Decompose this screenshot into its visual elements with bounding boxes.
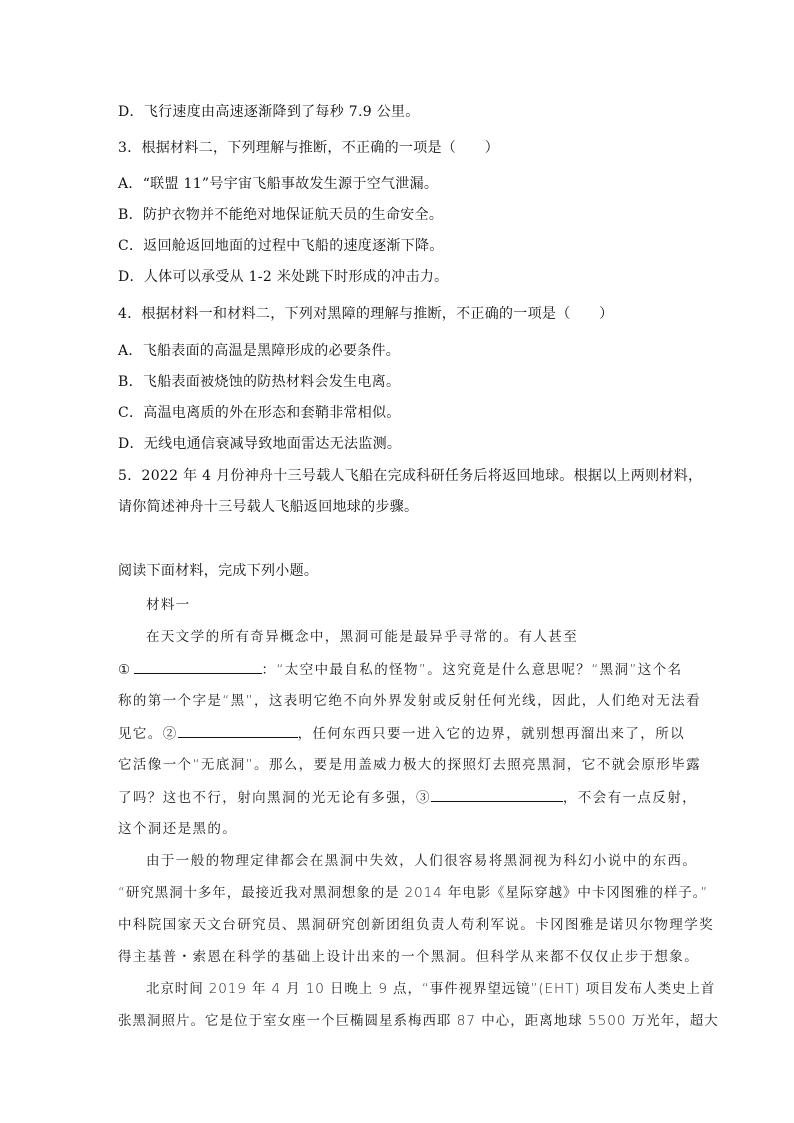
material-heading: 材料一 [146, 597, 191, 613]
material-p2-line-3: 中科院国家天文台研究员、黑洞研究创新团组负责人苟利军说。卡冈图雅是诺贝尔物理学奖 [118, 917, 714, 933]
q4-option-c: C．高温电离质的外在形态和套鞘非常相似。 [118, 405, 401, 421]
material-p1-line-6 [118, 787, 697, 808]
q3-stem: 3．根据材料二，下列理解与推断，不正确的一项是（ ） [118, 140, 500, 156]
material-p1-line-4-pre: 见它。② [118, 726, 178, 742]
q5-line-2: 请你简述神舟十三号载人飞船返回地球的步骤。 [118, 499, 419, 515]
fill-blank-1[interactable] [134, 659, 262, 674]
material-p2-line-1: 由于一般的物理定律都会在黑洞中失效，人们很容易将黑洞视为科幻小说中的东西。 [146, 853, 698, 869]
q3-option-c: C．返回舱返回地面的过程中飞船的速度逐渐下降。 [118, 238, 444, 254]
material-p2-line-2: “研究黑洞十多年，最接近我对黑洞想象的是 2014 年电影《星际穿越》中卡冈图雅的样子。” [118, 885, 709, 901]
material-p1-line-4 [118, 723, 685, 744]
material-p1-line-6-post: ，不会有一点反射， [562, 790, 698, 806]
material-p1-line-1: 在天文学的所有奇异概念中，黑洞可能是最异乎寻常的。有人甚至 [146, 629, 579, 645]
material-p1-line-4-post: ，任何东西只要一进入它的边界，就别想再溜出来了，所以 [297, 726, 686, 742]
material-p2-line-4: 得主基普・索恩在科学的基础上设计出来的一个黑洞。但科学从来都不仅仅止步于想象。 [118, 949, 700, 965]
blank-marker-1: ① [118, 662, 132, 678]
material-p3-line-2: 张黑洞照片。它是位于室女座一个巨椭圆星系梅西耶 87 中心，距离地球 5500 万光年，超大 [118, 1013, 719, 1029]
q4-option-b: B．飞船表面被烧蚀的防热材料会发生电离。 [118, 374, 401, 390]
material-p3-line-1: 北京时间 2019 年 4 月 10 日晚上 9 点，“事件视界望远镜”(EHT) 项目发布人类史上首 [146, 981, 716, 997]
material-p1-line-6-pre: 了吗？这也不行，射向黑洞的光无论有多强，③ [118, 790, 431, 806]
reading-intro: 阅读下面材料，完成下列小题。 [118, 563, 319, 579]
material-p1-line-3: 称的第一个字是“黑”，这表明它绝不向外界发射或反射任何光线，因此，人们绝对无法看 [118, 693, 701, 709]
q4-option-a: A．飞船表面的高温是黑障形成的必要条件。 [118, 343, 401, 359]
fill-blank-3[interactable] [431, 787, 563, 802]
q3-option-d: D．人体可以承受从 1-2 米处跳下时形成的冲击力。 [118, 269, 449, 285]
q3-option-a: A．“联盟 11”号宇宙飞船事故发生源于空气泄漏。 [118, 176, 439, 192]
q5-line-1: 5．2022 年 4 月份神舟十三号载人飞船在完成科研任务后将返回地球。根据以上两则材料， [118, 468, 703, 484]
q2-option-d: D．飞行速度由高速逐渐降到了每秒 7.9 公里。 [118, 104, 420, 120]
q4-option-d: D．无线电通信衰减导致地面雷达无法监测。 [118, 436, 402, 452]
q3-option-b: B．防护衣物并不能绝对地保证航天员的生命安全。 [118, 207, 444, 223]
material-p1-line-7: 这个洞还是黑的。 [118, 821, 238, 837]
material-p1-line-2 [118, 659, 683, 680]
material-p1-line-2-text: ：“太空中最自私的怪物”。这究竟是什么意思呢？“黑洞”这个名 [261, 662, 683, 678]
q4-stem: 4．根据材料一和材料二，下列对黑障的理解与推断，不正确的一项是（ ） [118, 306, 614, 322]
fill-blank-2[interactable] [178, 723, 298, 738]
material-p1-line-5: 它活像一个“无底洞”。那么，要是用盖威力极大的探照灯去照亮黑洞，它不就会原形毕露 [118, 757, 701, 773]
